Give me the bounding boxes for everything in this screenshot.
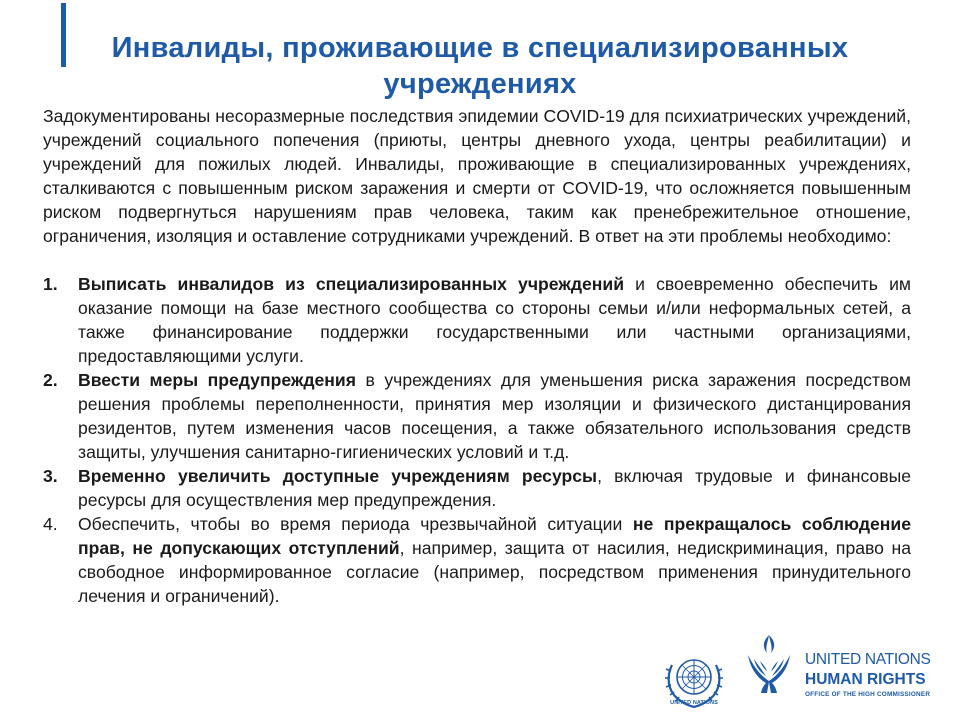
list-item-number: 1. [43, 274, 58, 294]
ohchr-logo-text [805, 652, 955, 698]
intro-paragraph: Задокументированы несоразмерные последствия эпидемии COVID-19 для психиатрических учреждений, учреждений социального попечения (приюты, центры дневного ухода, центры реабилитации) и учреждений для пожилых людей. Инвалиды, проживающие в специализированных учреждениях, сталкиваются с повышенным риском заражения и смерти от COVID-19, что осложняется повышенным риском подвергнуться нарушениям прав человека, таким как пренебрежительное отношение, ограничения, изоляция и оставление сотрудниками учреждений. В ответ на эти проблемы необходимо: [43, 106, 911, 246]
list-item-text: , включая трудовые и финансовые ресурсы для осуществления мер предупреждения. [78, 466, 911, 510]
list-item [43, 272, 911, 368]
ohchr-hands-icon [742, 631, 796, 703]
list-item-number: 4. [43, 514, 58, 534]
list-item-bold: Выписать инвалидов из специализированных учреждений [78, 274, 625, 294]
page-title: Инвалиды, проживающие в специализированных учреждениях [111, 32, 849, 100]
un-logo-text: UNITED NATIONS [670, 700, 718, 706]
list-item-text-pre: Обеспечить, чтобы во время периода чрезвычайной ситуации [78, 514, 633, 534]
title-accent-bar [61, 3, 66, 67]
list-item-text: , например, защита от насилия, недискриминация, право на свободное информированное согласие (например, посредством применения принудительного лечения и ограничений). [78, 538, 911, 606]
list-item-number: 2. [43, 370, 58, 390]
slide-body [43, 104, 911, 608]
recommendations-list [43, 272, 911, 608]
ohchr-line-2: HUMAN RIGHTS [805, 670, 926, 688]
list-item [43, 512, 911, 608]
list-item [43, 368, 911, 464]
ohchr-line-3: OFFICE OF THE HIGH COMMISSIONER [805, 691, 931, 698]
list-item-bold: Временно увеличить доступные учреждениям ресурсы [78, 466, 598, 486]
list-item-bold: не прекращалось соблюдение прав, не допускающих отступлений [78, 514, 911, 558]
list-item-text: и своевременно обеспечить им оказание помощи на базе местного сообщества со стороны семьи и/или неформальных сетей, а также финансирование поддержки государственными или частными организациями, предоставляющими услуги. [78, 274, 911, 366]
list-item-text: в учреждениях для уменьшения риска заражения посредством решения проблемы переполненности, принятия мер изоляции и физического дистанцирования резидентов, путем изменения часов посещения, а также обязательного использования средств защиты, улучшения санитарно-гигиенических условий и т.д. [78, 370, 912, 462]
list-item-number: 3. [43, 466, 58, 486]
list-item-bold: Ввести меры предупреждения [78, 370, 357, 390]
list-item [43, 464, 911, 512]
ohchr-line-1: UNITED NATIONS [805, 651, 931, 668]
